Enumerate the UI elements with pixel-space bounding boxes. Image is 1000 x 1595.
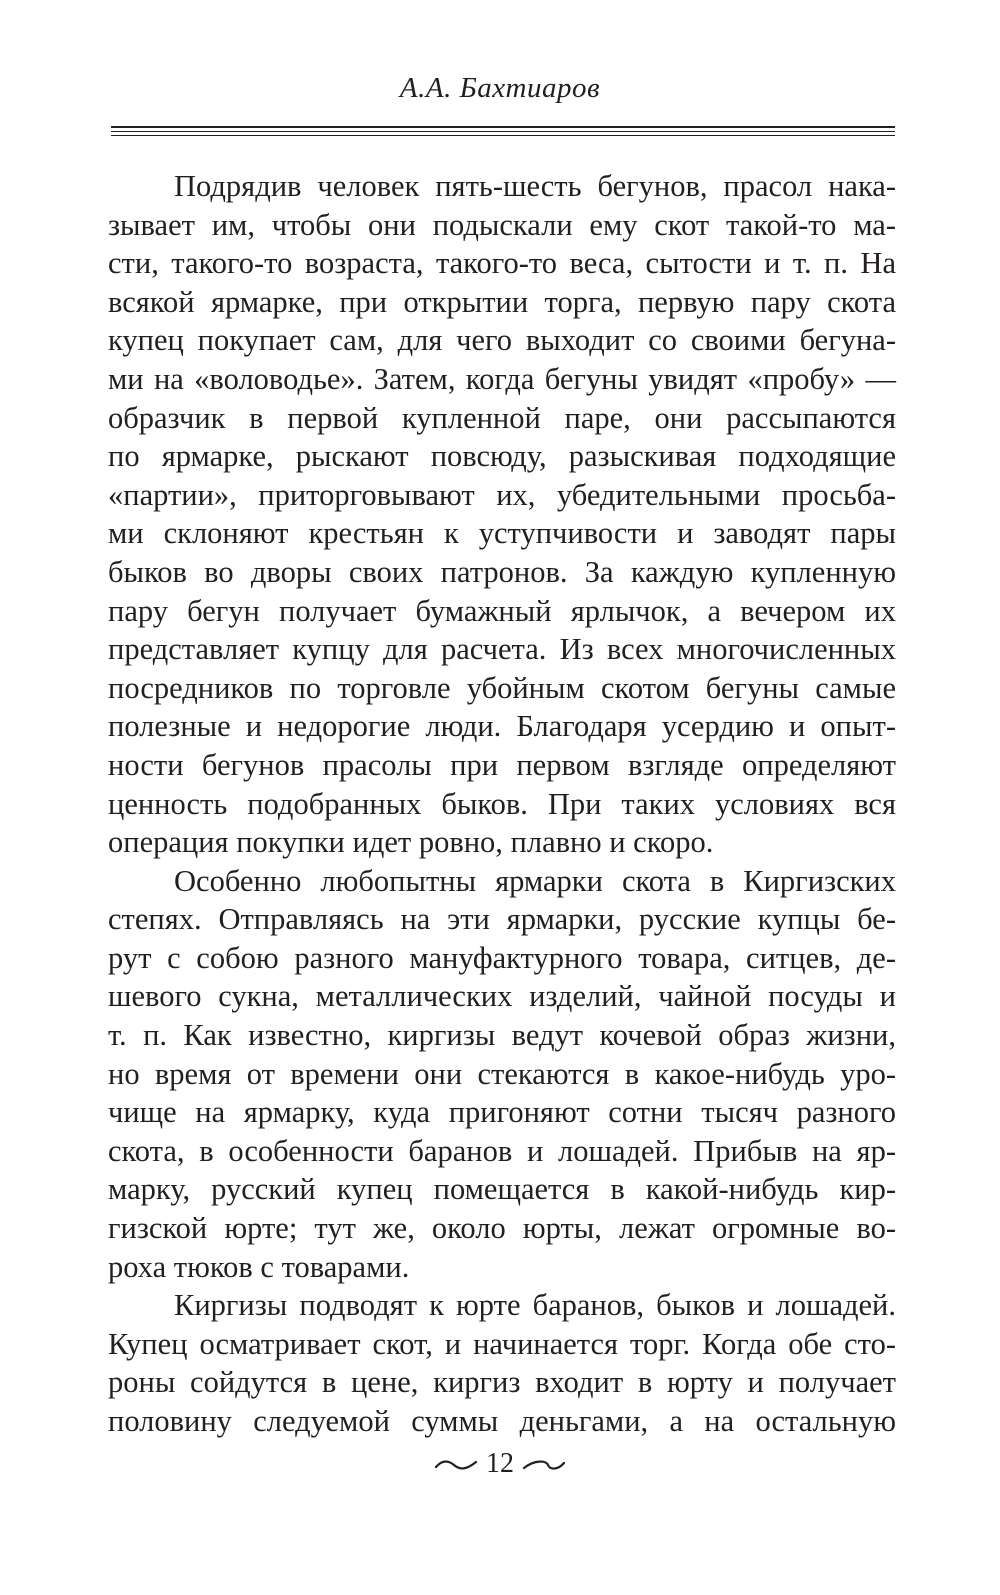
text-line: полезные и недорогие люди. Благодаря усердию и опыт- [108,709,896,743]
text-line: степях. Отправляясь на эти ярмарки, русские купцы бе- [108,902,896,936]
text-line: пару бегун получает бумажный ярлычок, а вечером их [108,594,896,628]
text-line: операция покупки идет ровно, плавно и скоро. [108,825,714,859]
text-line: скота, в особенности баранов и лошадей. Прибыв на яр- [108,1134,896,1168]
text-line: ности бегунов прасолы при первом взгляде определяют [108,748,896,782]
text-line: Подрядив человек пять-шесть бегунов, прасол нака- [174,169,896,203]
text-line: рут с собою разного мануфактурного товара, ситцев, де- [108,941,896,975]
ornament-swash-left-icon [434,1447,478,1481]
text-line: ми на «воловодье». Затем, когда бегуны увидят «пробу» — [108,362,896,396]
text-line: «партии», приторговывают их, убедительными просьба- [108,478,896,512]
text-line: представляет купцу для расчета. Из всех многочисленных [108,632,896,666]
header-rule-thick [111,126,895,128]
text-line: всякой ярмарке, при открытии торга, первую пару скота [108,285,896,319]
text-line: но время от времени они стекаются в какое-нибудь уро- [108,1057,896,1091]
text-line: ми склоняют крестьян к уступчивости и заводят пары [108,516,896,550]
text-line: роны сойдутся в цене, киргиз входит в юрту и получает [108,1365,896,1399]
page-number: 12 [486,1447,514,1479]
page-footer [0,1445,1000,1481]
header-rule-thin-2 [111,135,895,136]
text-line: зывает им, чтобы они подыскали ему скот такой-то ма- [108,208,896,242]
text-line: Купец осматривает скот, и начинается торг. Когда обе сто- [108,1327,896,1361]
text-line: роха тюков с товарами. [108,1250,410,1284]
text-line: образчик в первой купленной паре, они рассыпаются [108,401,896,435]
ornament-swash-right-icon [522,1447,566,1481]
text-line: Киргизы подводят к юрте баранов, быков и лошадей. [174,1288,896,1322]
text-line: посредников по торговле убойным скотом бегуны самые [108,671,896,705]
text-line: по ярмарке, рыскают повсюду, разыскивая подходящие [108,439,896,473]
text-line: Особенно любопытны ярмарки скота в Киргизских [174,864,896,898]
text-line: купец покупает сам, для чего выходит со своими бегуна- [108,323,896,357]
text-line: т. п. Как известно, киргизы ведут кочевой образ жизни, [108,1018,896,1052]
text-line: марку, русский купец помещается в какой-нибудь кир- [108,1172,896,1206]
running-head: А.А. Бахтиаров [399,72,601,104]
text-line: гизской юрте; тут же, около юрты, лежат огромные во- [108,1211,896,1245]
text-line: шевого сукна, металлических изделий, чайной посуды и [108,979,896,1013]
text-line: чище на ярмарку, куда пригоняют сотни тысяч разного [108,1095,896,1129]
header-rule-thin [111,131,895,132]
text-line: сти, такого-то возраста, такого-то веса, сытости и т. п. На [108,246,896,280]
text-line: быков во дворы своих патронов. За каждую купленную [108,555,896,589]
text-line: ценность подобранных быков. При таких условиях вся [108,787,896,821]
text-line: половину следуемой суммы деньгами, а на остальную [108,1404,896,1438]
